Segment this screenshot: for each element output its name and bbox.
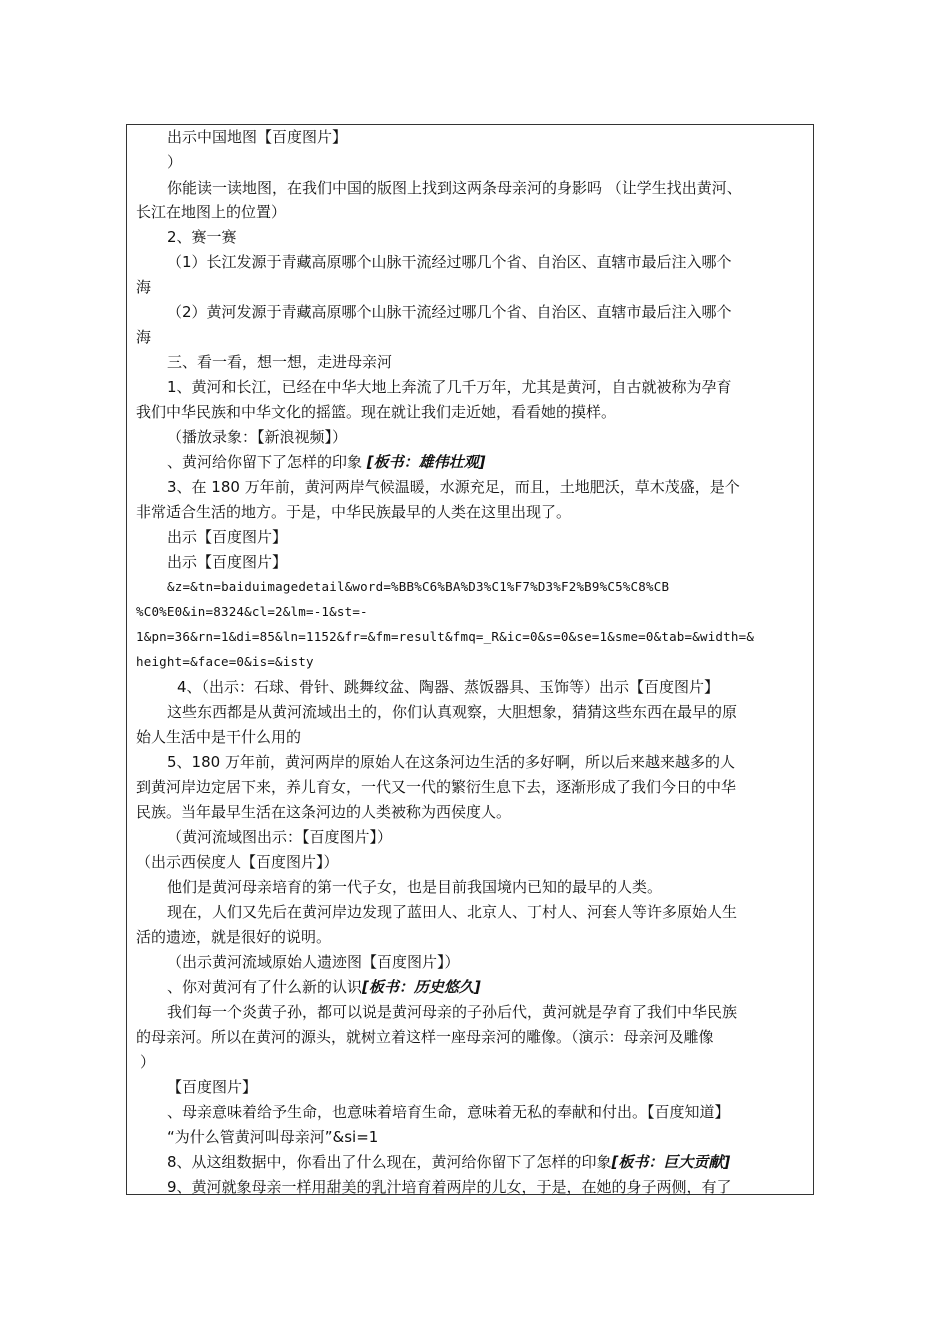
text-line: （黄河流域图出示：【百度图片】） xyxy=(167,828,393,846)
url-line: height=&face=0&is=&isty xyxy=(136,654,314,669)
text-line: 我们中华民族和中华文化的摇篮。现在就让我们走近她，看看她的摸样。 xyxy=(136,403,617,421)
section-heading: 三、看一看，想一想，走进母亲河 xyxy=(167,353,393,371)
text-line: 出示【百度图片】 xyxy=(167,528,288,546)
text-line: 民族。当年最早生活在这条河边的人类被称为西侯度人。 xyxy=(136,803,512,821)
text-line: 现在，人们又先后在黄河岸边发现了蓝田人、北京人、丁村人、河套人等许多原始人生 xyxy=(167,903,738,921)
question-line: （1）长江发源于青藏高原哪个山脉干流经过哪几个省、自治区、直辖市最后注入哪个 xyxy=(167,253,732,271)
text-line: 长江在地图上的位置） xyxy=(136,203,287,221)
text-line: ） xyxy=(140,1053,156,1071)
text-line: 5、180 万年前，黄河两岸的原始人在这条河边生活的多好啊，所以后来越来越多的人 xyxy=(167,753,735,771)
text-line: 1、黄河和长江，已经在中华大地上奔流了几千万年，尤其是黄河，自古就被称为孕育 xyxy=(167,378,732,396)
board-note: [板书：雄伟壮观] xyxy=(366,453,486,471)
board-note: [板书：历史悠久] xyxy=(362,978,481,996)
text-line: 活的遗迹，就是很好的说明。 xyxy=(136,928,332,946)
board-note: [板书：巨大贡献] xyxy=(611,1153,731,1171)
text-line: 出示中国地图【百度图片】 xyxy=(167,128,348,146)
text-line: 到黄河岸边定居下来，养儿育女，一代又一代的繁衍生息下去，逐渐形成了我们今日的中华 xyxy=(136,778,737,796)
text-line: 我们每一个炎黄子孙，都可以说是黄河母亲的子孙后代，黄河就是孕育了我们中华民族 xyxy=(167,1003,738,1021)
text-segment: 、黄河给你留下了怎样的印象 xyxy=(167,453,363,471)
text-line: “为什么管黄河叫母亲河”&si=1 xyxy=(167,1128,379,1146)
text-line: 非常适合生活的地方。于是，中华民族最早的人类在这里出现了。 xyxy=(136,503,572,521)
text-line: 4、（出示：石球、骨针、跳舞纹盆、陶器、蒸饭器具、玉饰等）出示【百度图片】 xyxy=(177,678,720,696)
text-line: （出示西侯度人【百度图片】） xyxy=(136,853,339,871)
text-line: （出示黄河流域原始人遗迹图【百度图片】） xyxy=(167,953,460,971)
text-line: 、母亲意味着给予生命，也意味着培育生命，意味着无私的奉献和付出。【百度知道】 xyxy=(167,1103,730,1121)
text-line: 海 xyxy=(136,328,152,346)
text-line: 的母亲河。所以在黄河的源头，就树立着这样一座母亲河的雕像。（演示：母亲河及雕像 xyxy=(136,1028,714,1046)
text-line: 这些东西都是从黄河流域出土的，你们认真观察，大胆想象，猜猜这些东西在最早的原 xyxy=(167,703,738,721)
text-line: 【百度图片】 xyxy=(167,1078,258,1096)
text-line xyxy=(167,975,481,999)
text-line: （播放录象：【新浪视频】） xyxy=(167,428,348,446)
url-line: %C0%E0&in=8324&cl=2&lm=-1&st=- xyxy=(136,604,368,619)
text-line: 出示【百度图片】 xyxy=(167,553,288,571)
url-line: &z=&tn=baiduimagedetail&word=%BB%C6%BA%D3%C1%F7%D3%F2%B9%C5%C8%CB xyxy=(167,579,670,594)
question-line: （2）黄河发源于青藏高原哪个山脉干流经过哪几个省、自治区、直辖市最后注入哪个 xyxy=(167,303,732,321)
text-line xyxy=(167,1150,730,1174)
text-segment: 、你对黄河有了什么新的认识 xyxy=(167,978,363,996)
text-line: 海 xyxy=(136,278,152,296)
text-line: 始人生活中是干什么用的 xyxy=(136,728,302,746)
text-line: 3、在 180 万年前，黄河两岸气候温暖，水源充足，而且，土地肥沃，草木茂盛，是个 xyxy=(167,478,740,496)
text-line xyxy=(167,450,486,474)
text-line: 他们是黄河母亲培育的第一代子女，也是目前我国境内已知的最早的人类。 xyxy=(167,878,663,896)
text-line: 9、黄河就象母亲一样用甜美的乳汁培育着两岸的儿女，于是，在她的身子两侧，有了 xyxy=(167,1178,732,1196)
url-line: 1&pn=36&rn=1&di=85&ln=1152&fr=&fm=result&fmq=_R&ic=0&s=0&se=1&sme=0&tab=&width=& xyxy=(136,629,755,644)
text-segment: 8、从这组数据中，你看出了什么现在，黄河给你留下了怎样的印象 xyxy=(167,1153,612,1171)
section-heading: 2、赛一赛 xyxy=(167,228,237,246)
text-line: ） xyxy=(167,153,183,171)
text-line: 你能读一读地图，在我们中国的版图上找到这两条母亲河的身影吗 （让学生找出黄河、 xyxy=(167,179,742,197)
